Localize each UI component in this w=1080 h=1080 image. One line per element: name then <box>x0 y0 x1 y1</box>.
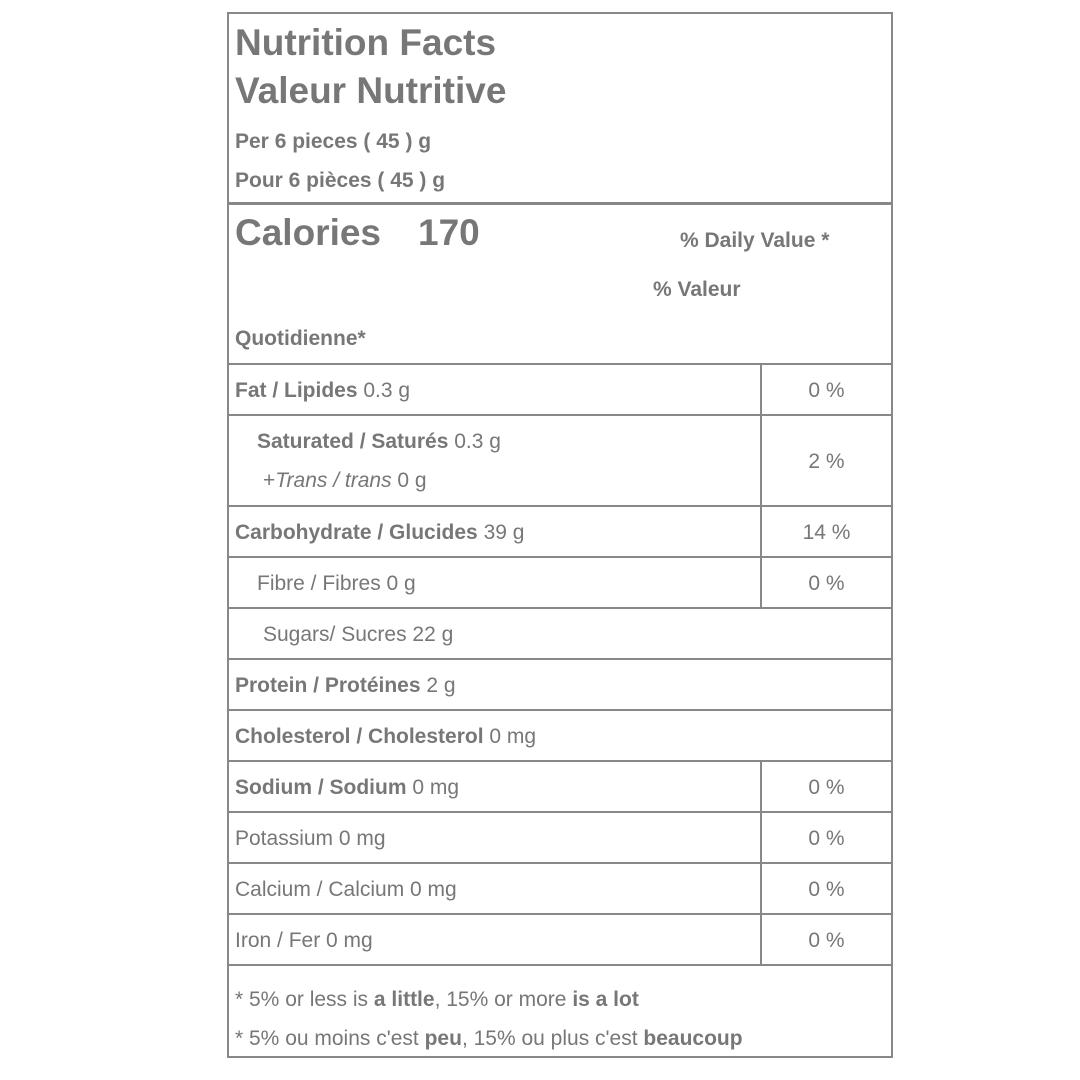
potassium-name: Potassium <box>235 827 334 850</box>
saturated-trans-dv-cell <box>760 416 891 505</box>
potassium-dv-cell <box>760 813 891 862</box>
nutrient-row-protein <box>229 660 891 711</box>
iron-name: Iron / Fer <box>235 929 321 952</box>
carbohydrate-text <box>235 521 524 545</box>
trans-name: Trans / trans <box>275 469 392 492</box>
fat-amount: 0.3 g <box>363 379 411 402</box>
daily-value-heading-fr: % Valeur <box>653 278 741 301</box>
sodium-text <box>235 776 459 800</box>
calcium-dv: 0 % <box>808 878 845 901</box>
saturated-amount: 0.3 g <box>454 430 501 453</box>
fat-dv: 0 % <box>808 379 845 402</box>
iron-dv-cell <box>760 915 891 964</box>
carbohydrate-dv: 14 % <box>802 521 851 544</box>
footnote-en-middle: , 15% or more <box>434 988 567 1011</box>
iron-amount: 0 mg <box>326 929 373 952</box>
calcium-text <box>235 878 457 902</box>
carbohydrate-name: Carbohydrate / Glucides <box>235 521 478 544</box>
trans-amount: 0 g <box>397 469 427 492</box>
nutrient-row-fat <box>229 365 891 416</box>
protein-amount: 2 g <box>426 674 456 697</box>
calcium-dv-cell <box>760 864 891 913</box>
fat-text <box>235 379 410 403</box>
daily-value-heading: % Daily Value * <box>680 229 830 252</box>
potassium-dv: 0 % <box>808 827 845 850</box>
serving-size-english: Per 6 pieces ( 45 ) g <box>235 130 432 153</box>
protein-name: Protein / Protéines <box>235 674 421 697</box>
iron-text <box>235 929 373 953</box>
sodium-amount: 0 mg <box>412 776 460 799</box>
footnote-fr-middle: , 15% ou plus c'est <box>461 1027 638 1050</box>
header-section <box>229 14 891 205</box>
footnote-en-prefix: * 5% or less is <box>235 988 369 1011</box>
footnote-fr-peu: peu <box>424 1027 462 1050</box>
sugars-name: Sugars/ Sucres <box>263 623 407 646</box>
fat-name: Fat / Lipides <box>235 379 358 402</box>
calcium-amount: 0 mg <box>410 878 457 901</box>
fibre-name: Fibre / Fibres <box>257 572 381 595</box>
footnote-section <box>229 966 891 1056</box>
cholesterol-amount: 0 mg <box>489 725 537 748</box>
calories-label: Calories <box>235 212 382 253</box>
serving-size-french: Pour 6 pièces ( 45 ) g <box>235 169 446 192</box>
footnote-fr-prefix: * 5% ou moins c'est <box>235 1027 419 1050</box>
saturated-text <box>257 430 501 454</box>
footnote-fr-beaucoup: beaucoup <box>643 1027 743 1050</box>
potassium-amount: 0 mg <box>338 827 386 850</box>
nutrient-row-calcium <box>229 864 891 915</box>
title-english: Nutrition Facts <box>235 22 497 63</box>
iron-dv: 0 % <box>808 929 845 952</box>
saturated-trans-dv: 2 % <box>808 450 845 473</box>
footnote-en-lot: is a lot <box>572 988 639 1011</box>
trans-prefix: + <box>263 469 276 492</box>
trans-text <box>263 469 427 493</box>
nutrient-row-saturated-trans <box>229 416 891 507</box>
cholesterol-text <box>235 725 536 749</box>
fibre-dv-cell <box>760 558 891 607</box>
sodium-dv: 0 % <box>808 776 845 799</box>
nutrient-row-cholesterol <box>229 711 891 762</box>
fibre-dv: 0 % <box>808 572 845 595</box>
sodium-name: Sodium / Sodium <box>235 776 407 799</box>
protein-text <box>235 674 456 698</box>
fibre-text <box>257 572 416 596</box>
saturated-name: Saturated / Saturés <box>257 430 449 453</box>
footnote-english <box>235 988 639 1012</box>
nutrition-facts-label <box>227 12 893 1058</box>
calcium-name: Calcium / Calcium <box>235 878 405 901</box>
nutrient-row-carbohydrate <box>229 507 891 558</box>
carbohydrate-amount: 39 g <box>483 521 525 544</box>
fibre-amount: 0 g <box>386 572 416 595</box>
calories-section <box>229 205 891 365</box>
cholesterol-name: Cholesterol / Cholesterol <box>235 725 484 748</box>
sugars-text <box>263 623 453 647</box>
sodium-dv-cell <box>760 762 891 811</box>
footnote-french <box>235 1027 743 1051</box>
carbohydrate-dv-cell <box>760 507 891 556</box>
potassium-text <box>235 827 386 851</box>
fat-dv-cell <box>760 365 891 414</box>
daily-value-heading-fr-2: Quotidienne* <box>235 327 366 350</box>
nutrient-row-potassium <box>229 813 891 864</box>
nutrient-row-sodium <box>229 762 891 813</box>
title-french: Valeur Nutritive <box>235 70 507 111</box>
sugars-amount: 22 g <box>412 623 454 646</box>
footnote-en-little: a little <box>373 988 435 1011</box>
calories-value: 170 <box>418 212 480 253</box>
nutrient-row-sugars <box>229 609 891 660</box>
nutrient-row-fibre <box>229 558 891 609</box>
nutrient-row-iron <box>229 915 891 966</box>
